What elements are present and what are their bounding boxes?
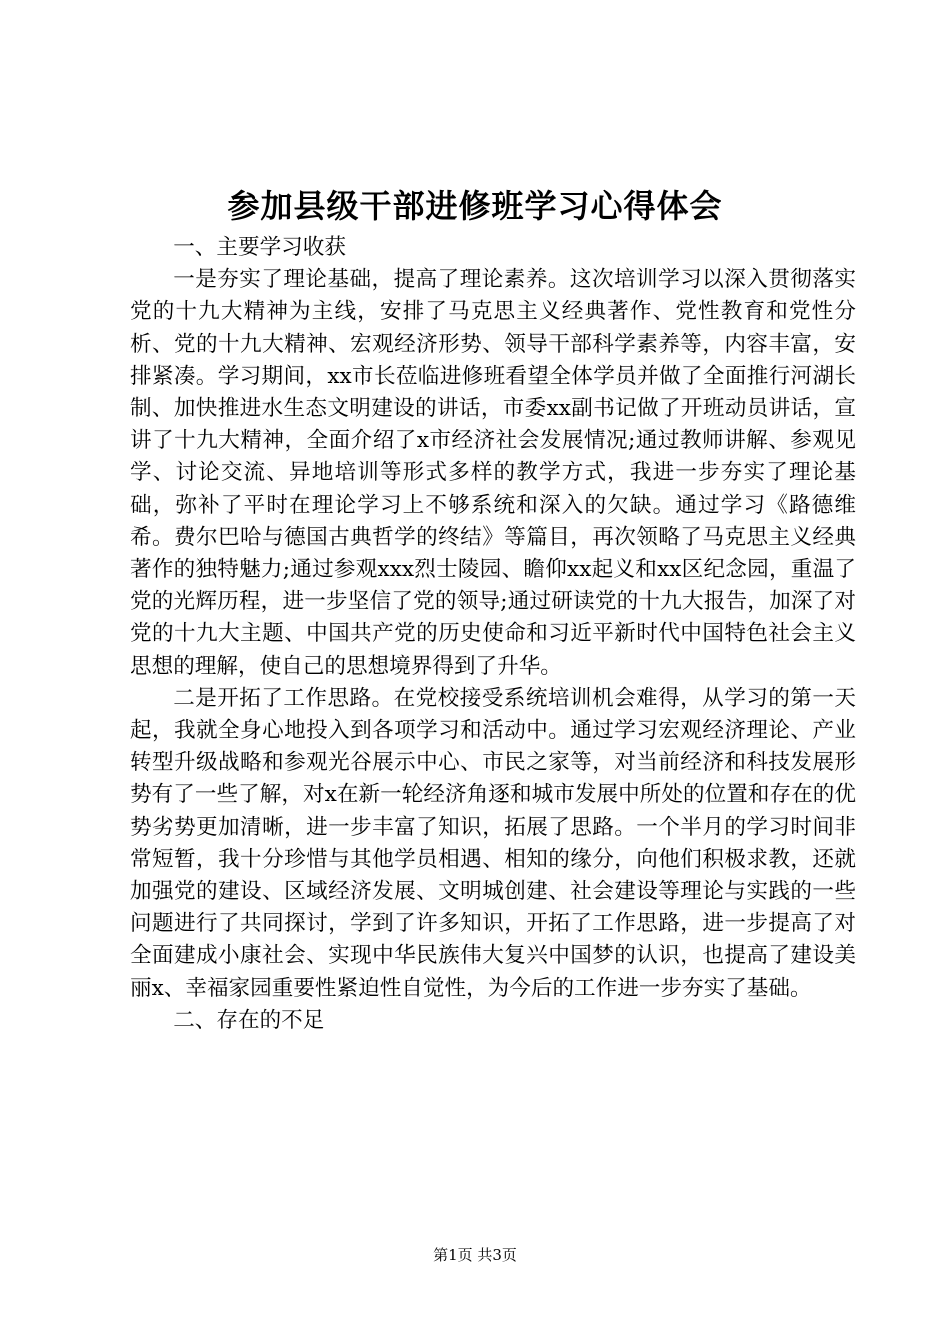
section-heading-shortcomings: 二、存在的不足 <box>173 1007 325 1033</box>
paragraph-theory-foundation: 一是夯实了理论基础，提高了理论素养。这次培训学习以深入贯彻落实党的十九大精神为主线，安排了马克思主义经典著作、党性教育和党性分析、党的十九大精神、宏观经济形势、领导干部科学素养等，内容丰富，安排紧凑。学习期间，xx市长莅临进修班看望全体学员并做了全面推行河湖长制、加快推进水生态文明建设的讲话，市委xx副书记做了开班动员讲话，宣讲了十九大精神，全面介绍了x市经济社会发展情况;通过教师讲解、参观见学、讨论交流、异地培训等形式多样的教学方式，我进一步夯实了理论基础，弥补了平时在理论学习上不够系统和深入的欠缺。通过学习《路德维希。费尔巴哈与德国古典哲学的终结》等篇目，再次领略了马克思主义经典著作的独特魅力;通过参观xxx烈士陵园、瞻仰xx起义和xx区纪念园，重温了党的光辉历程，进一步坚信了党的领导;通过研读党的十九大报告，加深了对党的十九大主题、中国共产党的历史使命和习近平新时代中国特色社会主义思想的理解，使自己的思想境界得到了升华。 <box>130 267 856 679</box>
document-body <box>130 232 856 1037</box>
page-number-footer: 第1页 共3页 <box>433 1246 517 1264</box>
section-heading-main-gains: 一、主要学习收获 <box>173 235 346 260</box>
document-title: 参加县级干部进修班学习心得体会 <box>227 187 723 225</box>
paragraph-work-ideas: 二是开拓了工作思路。在党校接受系统培训机会难得，从学习的第一天起，我就全身心地投入到各项学习和活动中。通过学习宏观经济理论、产业转型升级战略和参观光谷展示中心、市民之家等，对当前经济和科技发展形势有了一些了解，对x在新一轮经济角逐和城市发展中所处的位置和存在的优势劣势更加清晰，进一步丰富了知识，拓展了思路。一个半月的学习时间非常短暂，我十分珍惜与其他学员相遇、相知的缘分，向他们积极求教，还就加强党的建设、区域经济发展、文明城创建、社会建设等理论与实践的一些问题进行了共同探讨，学到了许多知识，开拓了工作思路，进一步提高了对全面建成小康社会、实现中华民族伟大复兴中国梦的认识，也提高了建设美丽x、幸福家园重要性紧迫性自觉性，为今后的工作进一步夯实了基础。 <box>130 685 856 1001</box>
